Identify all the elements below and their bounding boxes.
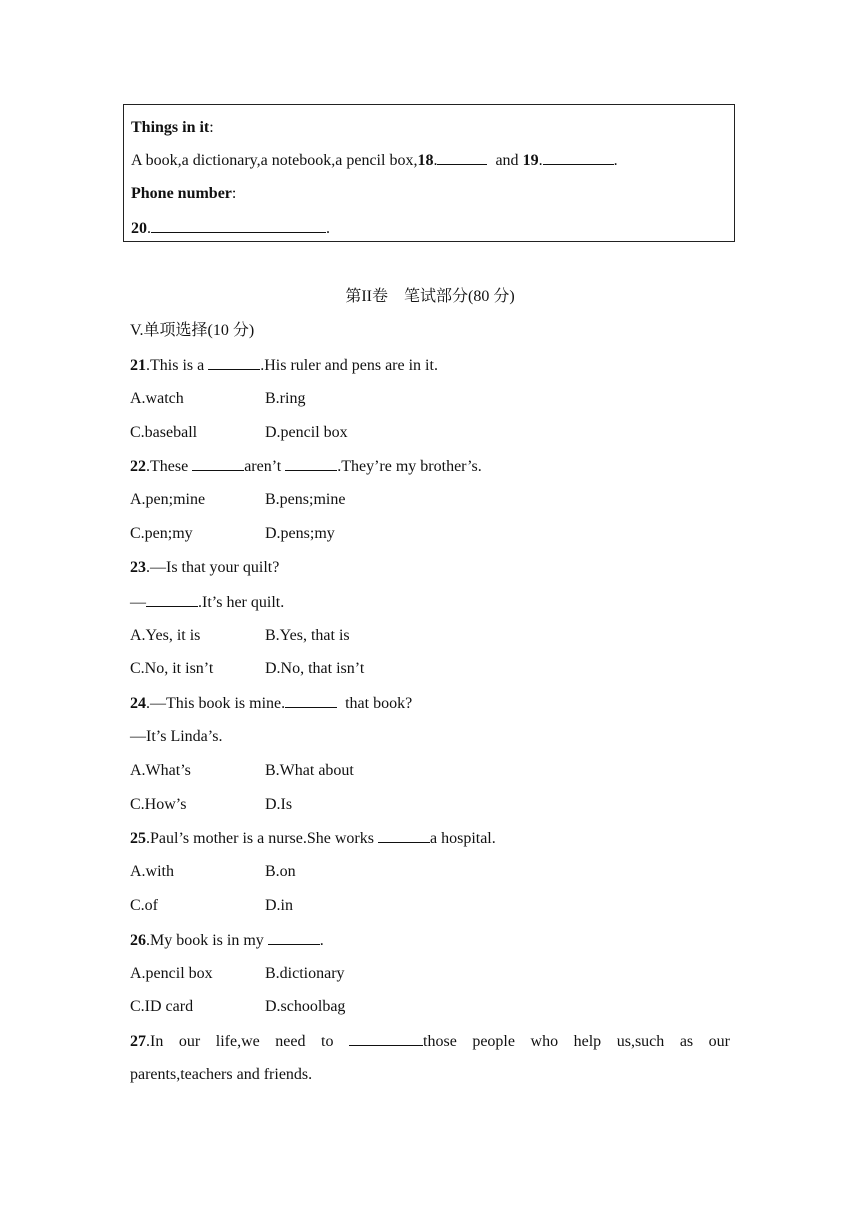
blank-number-19: 19 xyxy=(522,152,539,169)
section-title: 第II卷 笔试部分(80 分) xyxy=(345,288,515,305)
q25-option-b[interactable]: B.on xyxy=(265,863,296,880)
answer-blank-27[interactable] xyxy=(349,1031,423,1046)
things-list-line: A book,a dictionary,a notebook,a pencil box,18. and 19. . xyxy=(131,152,618,169)
answer-blank-19[interactable] xyxy=(543,150,614,165)
phone-label: Phone number xyxy=(131,185,232,202)
answer-blank-21[interactable] xyxy=(208,355,260,370)
answer-blank-25[interactable] xyxy=(378,828,430,843)
things-text: A book,a dictionary,a notebook,a pencil box, xyxy=(131,152,418,169)
things-label: Things in it xyxy=(131,119,210,136)
answer-blank-20[interactable] xyxy=(151,218,326,233)
part-title: V.单项选择(10 分) xyxy=(130,322,255,339)
q21-option-c[interactable]: C.baseball xyxy=(130,424,198,441)
answer-blank-24[interactable] xyxy=(285,693,337,708)
q21-option-a[interactable]: A.watch xyxy=(130,390,184,407)
question-23: 23.—Is that your quilt? xyxy=(130,559,280,576)
q23-option-b[interactable]: B.Yes, that is xyxy=(265,627,350,644)
info-box xyxy=(123,104,735,242)
answer-blank-18[interactable] xyxy=(437,150,487,165)
q24-option-c[interactable]: C.How’s xyxy=(130,796,187,813)
and-text: and xyxy=(495,152,519,169)
answer-blank-23[interactable] xyxy=(146,592,198,607)
q25-option-c[interactable]: C.of xyxy=(130,897,158,914)
things-label-line: Things in it: xyxy=(131,119,214,136)
q24-option-d[interactable]: D.Is xyxy=(265,796,293,813)
q23-option-c[interactable]: C.No, it isn’t xyxy=(130,660,214,677)
q26-option-c[interactable]: C.ID card xyxy=(130,998,194,1015)
q21-option-d[interactable]: D.pencil box xyxy=(265,424,348,441)
q25-option-a[interactable]: A.with xyxy=(130,863,174,880)
q23-option-a[interactable]: A.Yes, it is xyxy=(130,627,201,644)
q21-option-b[interactable]: B.ring xyxy=(265,390,306,407)
q22-option-b[interactable]: B.pens;mine xyxy=(265,491,346,508)
question-26: 26.My book is in my . xyxy=(130,932,324,949)
q22-option-d[interactable]: D.pens;my xyxy=(265,525,335,542)
question-27-line2: parents,teachers and friends. xyxy=(130,1066,313,1083)
question-27: 27.In our life,we need to those people who help us,such as our xyxy=(130,1033,731,1050)
question-22: 22.These aren’t .They’re my brother’s. xyxy=(130,458,482,475)
answer-blank-26[interactable] xyxy=(268,930,320,945)
q26-option-d[interactable]: D.schoolbag xyxy=(265,998,346,1015)
q22-option-c[interactable]: C.pen;my xyxy=(130,525,193,542)
question-24-line2: —It’s Linda’s. xyxy=(130,728,223,745)
blank-number-20: 20 xyxy=(131,220,147,237)
question-21: 21.This is a .His ruler and pens are in it. xyxy=(130,357,438,374)
phone-label-line: Phone number: xyxy=(131,185,237,202)
question-24: 24.—This book is mine. that book? xyxy=(130,695,413,712)
q26-option-b[interactable]: B.dictionary xyxy=(265,965,345,982)
answer-blank-22b[interactable] xyxy=(285,456,337,471)
question-23-line2: — .It’s her quilt. xyxy=(130,594,285,611)
q23-option-d[interactable]: D.No, that isn’t xyxy=(265,660,365,677)
answer-blank-22a[interactable] xyxy=(192,456,244,471)
blank-number-18: 18 xyxy=(417,152,434,169)
q25-option-d[interactable]: D.in xyxy=(265,897,293,914)
q22-option-a[interactable]: A.pen;mine xyxy=(130,491,206,508)
q24-option-b[interactable]: B.What about xyxy=(265,762,354,779)
q26-option-a[interactable]: A.pencil box xyxy=(130,965,213,982)
phone-blank-line: 20. . xyxy=(131,220,330,237)
q24-option-a[interactable]: A.What’s xyxy=(130,762,191,779)
question-25: 25.Paul’s mother is a nurse.She works a hospital. xyxy=(130,830,496,847)
